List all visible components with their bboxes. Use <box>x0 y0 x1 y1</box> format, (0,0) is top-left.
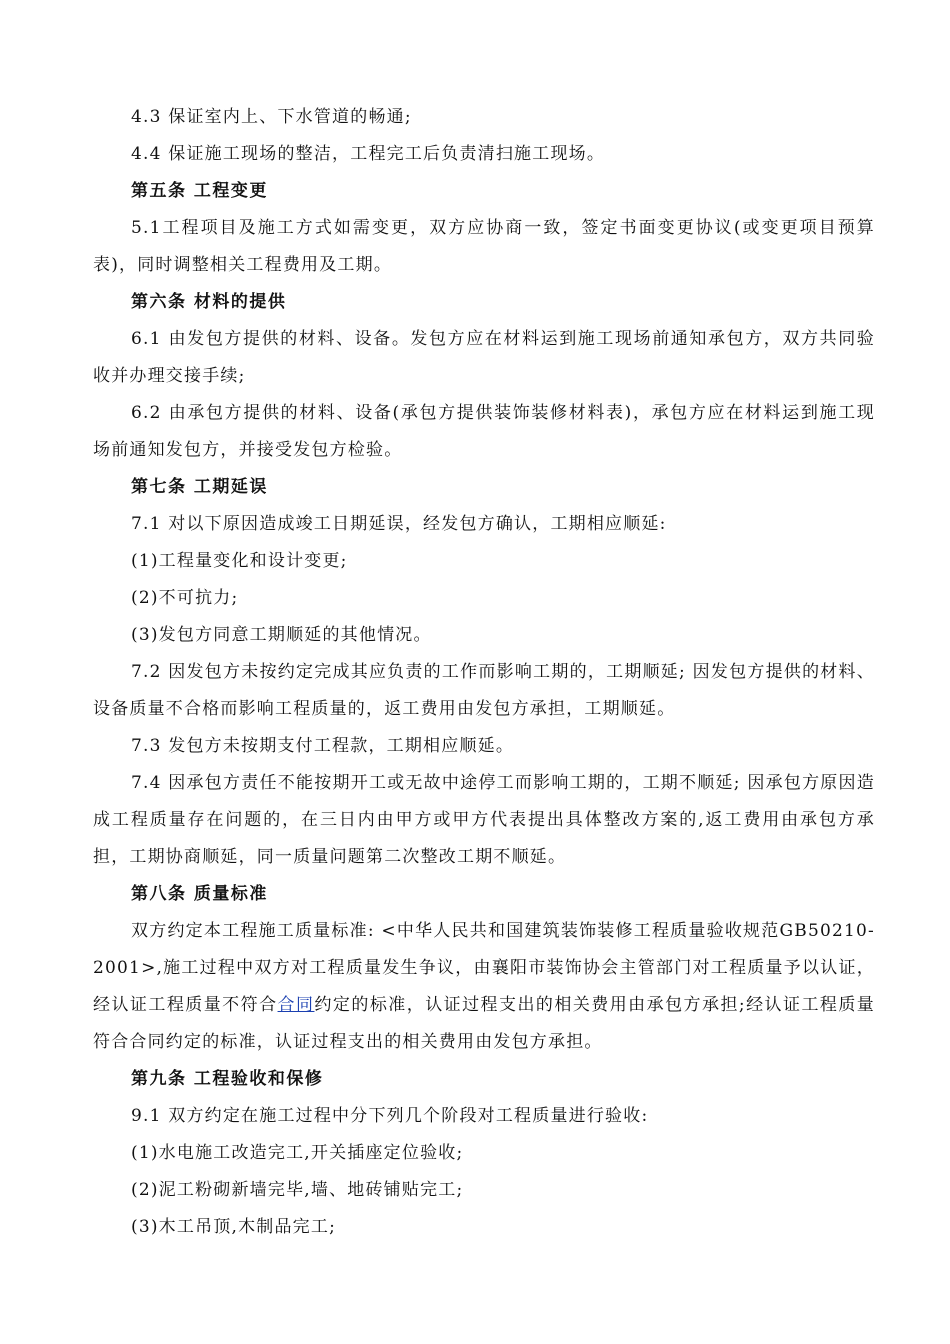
article-6-heading: 第六条 材料的提供 <box>131 292 287 312</box>
clause-7-2: 7.2 因发包方未按约定完成其应负责的工作而影响工期的，工期顺延; 因发包方提供的材料、设备质量不合格而影响工程质量的，返工费用由发包方承担，工期顺延。 <box>93 662 875 719</box>
clause-8-quality-standard <box>93 913 875 1061</box>
clause-7-1-item-2: (2)不可抗力; <box>131 588 239 608</box>
clause-7-4: 7.4 因承包方责任不能按期开工或无故中途停工而影响工期的，工期不顺延; 因承包方原因造成工程质量存在问题的，在三日内由甲方或甲方代表提出具体整改方案的,返工费用由承包方承担，工期协商顺延，同一质量问题第二次整改工期不顺延。 <box>93 773 875 867</box>
clause-9-1-item-3: (3)木工吊顶,木制品完工; <box>131 1217 337 1237</box>
clause-4-4: 4.4 保证施工现场的整洁，工程完工后负责清扫施工现场。 <box>131 144 606 164</box>
clause-9-1-item-2: (2)泥工粉砌新墙完毕,墙、地砖铺贴完工; <box>131 1180 464 1200</box>
clause-9-1-item-1: (1)水电施工改造完工,开关插座定位验收; <box>131 1143 464 1163</box>
document-body <box>93 99 875 1246</box>
article-5-heading: 第五条 工程变更 <box>131 181 268 201</box>
clause-7-1: 7.1 对以下原因造成竣工日期延误，经发包方确认，工期相应顺延: <box>131 514 667 534</box>
clause-7-1-item-3: (3)发包方同意工期顺延的其他情况。 <box>131 625 432 645</box>
article-7-heading: 第七条 工期延误 <box>131 477 268 497</box>
clause-8-text-a: 双方约定本工程施工质量标准: <中华人民共和国建筑装饰装修工程质量验收规范GB50210-2001>,施工过程中双方对工程质量发生争议，由襄阳市装饰协会主管部门对工程质量予以认证，经认证工程质量不符合 <box>93 921 875 1015</box>
clause-7-3: 7.3 发包方未按期支付工程款，工期相应顺延。 <box>131 736 515 756</box>
clause-6-2: 6.2 由承包方提供的材料、设备(承包方提供装饰装修材料表)，承包方应在材料运到施工现场前通知发包方，并接受发包方检验。 <box>93 403 875 460</box>
clause-7-1-item-1: (1)工程量变化和设计变更; <box>131 551 348 571</box>
clause-8-text-b: 约定的标准，认证过程支出的相关费用由承包方承担;经认证工程质量符合合同约定的标准，认证过程支出的相关费用由发包方承担。 <box>93 995 876 1052</box>
article-8-heading: 第八条 质量标准 <box>131 884 268 904</box>
article-9-heading: 第九条 工程验收和保修 <box>131 1069 324 1089</box>
clause-4-3: 4.3 保证室内上、下水管道的畅通; <box>131 107 412 127</box>
clause-9-1: 9.1 双方约定在施工过程中分下列几个阶段对工程质量进行验收: <box>131 1106 649 1126</box>
clause-5-1: 5.1工程项目及施工方式如需变更，双方应协商一致，签定书面变更协议(或变更项目预算表)，同时调整相关工程费用及工期。 <box>93 218 875 275</box>
clause-6-1: 6.1 由发包方提供的材料、设备。发包方应在材料运到施工现场前通知承包方，双方共同验收并办理交接手续; <box>93 329 875 386</box>
contract-link[interactable]: 合同 <box>277 995 315 1015</box>
